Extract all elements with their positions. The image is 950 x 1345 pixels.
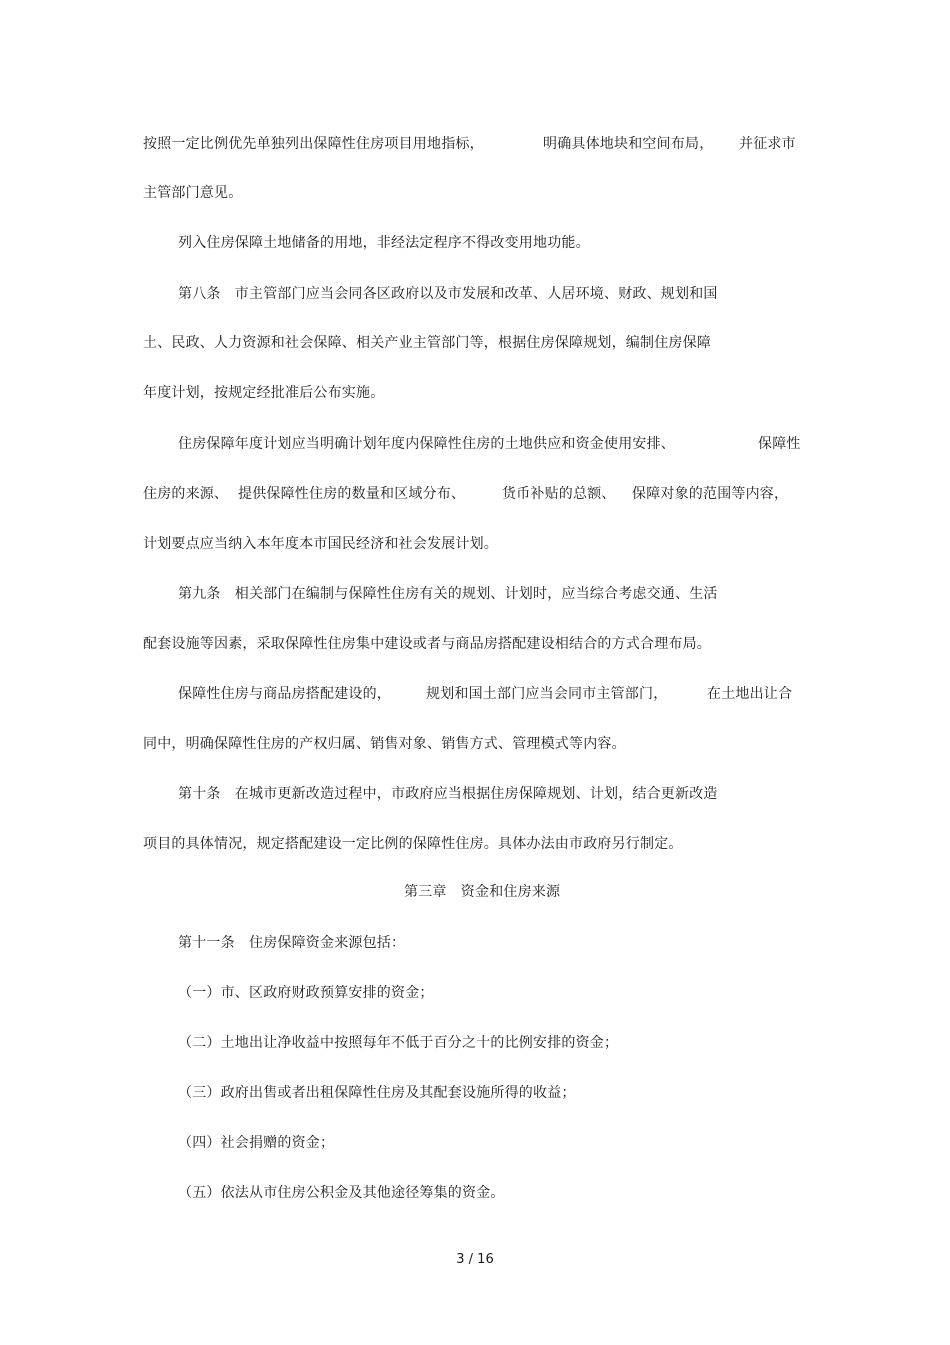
text-line: 规划和国土部门应当会同市主管部门，: [426, 686, 668, 702]
text-line: 提供保障性住房的数量和区域分布、: [238, 486, 466, 502]
text-line: 住房保障年度计划应当明确计划年度内保障性住房的土地供应和资金使用安排、: [178, 436, 675, 452]
text-line: 保障性住房与商品房搭配建设的，: [178, 686, 391, 702]
text-line: 第八条 市主管部门应当会同各区政府以及市发展和改革、人居环境、财政、规划和国: [178, 286, 718, 302]
text-line: 项目的具体情况，规定搭配建设一定比例的保障性住房。具体办法由市政府另行制定。: [143, 836, 683, 852]
list-item: （一）市、区政府财政预算安排的资金；: [178, 985, 434, 1001]
text-line: 配套设施等因素，采取保障性住房集中建设或者与商品房搭配建设相结合的方式合理布局。: [143, 636, 711, 652]
text-line: 保障对象的范围等内容，: [632, 486, 789, 502]
list-item: （五）依法从市住房公积金及其他途径筹集的资金。: [178, 1185, 505, 1201]
text-line: 第十条 在城市更新改造过程中，市政府应当根据住房保障规划、计划，结合更新改造: [178, 786, 718, 802]
text-line: 计划要点应当纳入本年度本市国民经济和社会发展计划。: [143, 536, 498, 552]
list-item: （三）政府出售或者出租保障性住房及其配套设施所得的收益；: [178, 1085, 576, 1101]
text-line: 主管部门意见。: [143, 185, 243, 201]
text-line: 第十一条 住房保障资金来源包括：: [178, 935, 406, 951]
page-number: 3 / 16: [456, 1252, 494, 1267]
text-line: 列入住房保障土地储备的用地，非经法定程序不得改变用地功能。: [178, 235, 590, 251]
text-line: 并征求市: [739, 136, 796, 152]
text-line: 第九条 相关部门在编制与保障性住房有关的规划、计划时，应当综合考虑交通、生活: [178, 586, 718, 602]
text-line: 同中，明确保障性住房的产权归属、销售对象、销售方式、管理模式等内容。: [143, 736, 626, 752]
text-line: 土、民政、人力资源和社会保障、相关产业主管部门等，根据住房保障规划，编制住房保障: [143, 335, 711, 351]
text-line: 按照一定比例优先单独列出保障性住房项目用地指标，: [143, 136, 484, 152]
text-line: 在土地出让合: [707, 686, 793, 702]
chapter-heading: 第三章 资金和住房来源: [404, 884, 561, 900]
text-line: 住房的来源、: [143, 486, 229, 502]
list-item: （二）土地出让净收益中按照每年不低于百分之十的比例安排的资金；: [178, 1035, 619, 1051]
text-line: 保障性: [758, 436, 801, 452]
list-item: （四）社会捐赠的资金；: [178, 1135, 335, 1151]
text-line: 货币补贴的总额、: [502, 486, 616, 502]
text-line: 明确具体地块和空间布局，: [543, 136, 714, 152]
text-line: 年度计划，按规定经批准后公布实施。: [143, 385, 385, 401]
